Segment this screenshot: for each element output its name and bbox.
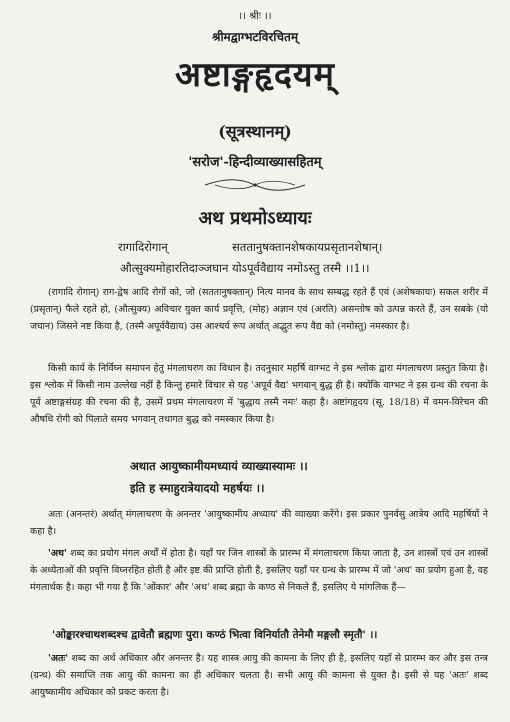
paragraph-5-text: शब्द का अर्थ अधिकार और अनन्तर है। यह शास्त्र आयु की कामना के लिए ही है, इसलिए यहाँ से प्रारम्भ कर और इस तन्त्र (ग्रन्थ) की समाप्ति तक आयु की कामना का ही अधिकार चलता है। सभी आयु की कामना से युक्त है। इसी से यह 'अतः' शब्द आयुष्कामीय अधिकार को प्रकट करता है। (30, 653, 488, 698)
paragraph-1: (रागादि रोगान्) राग-द्वेष आदि रोगों को, जो (सततानुषक्तान्) नित्य मानव के साथ सम्बद्ध रहते हैं एवं (अशेषकायः) सकल शरीर में (प्रसृतान्) फैले रहते हो, (औत्सुक्य) अविचार युक्त कार्य प्रवृत्ति, (मोह) अज्ञान एवं (अरति) असन्तोष को उत्पन्न करते हैं, उन सबके (यो जघान) जिसने नष्ट किया है, (तस्मै अपूर्ववैद्याय) उस आश्चर्य रूप अर्थात् अद्भुत रूप वैद्य को (नमोस्तु) नमस्कार है। (30, 287, 488, 332)
author-line: श्रीमद्वाग्भटविरचितम् (211, 30, 299, 44)
paragraph-4 (30, 545, 488, 596)
book-title: अष्टाङ्गहृदयम् (175, 55, 335, 95)
invocation: ।। श्रीः ।। (238, 11, 272, 22)
commentary-line: 'सरोज'-हिन्दीव्याख्यासहितम् (188, 155, 322, 170)
term-atha: 'अथ' (48, 548, 67, 559)
paragraph-3: अतः (अनन्तरं) अर्थात् मंगलाचरण के अनन्तर 'आयुष्कामीय अध्याय' की व्याख्या करेंगे। इस प्रकार पुनर्वसु आत्रेय आदि महर्षियों ने कहा है। (30, 509, 488, 537)
sutra-line-1: अथात आयुष्कामीयमध्यायं व्याख्यास्यामः ।। (130, 459, 308, 473)
quoted-verse: 'ओङ्कारश्चाथशब्दश्च द्वावेतौ ब्रह्मणः पुरा। कण्ठं भित्वा विनिर्यातौ तेनेमौ मङ्गलौ स्मृतौ' ।। (52, 629, 378, 641)
paragraph-2: किसी कार्य के निर्विघ्न समापन हेतु मंगलाचरण का विधान है। तदनुसार महर्षि वाग्भट ने इस श्लोक द्वारा मंगलाचरण प्रस्तुत किया है। इस श्लोक में किसी नाम उल्लेख नहीं है किन्तु हमारे विचार से यह 'अपूर्व वैद्य' भगवान् बुद्ध ही है। क्योंकि वाग्भट ने इस ग्रन्थ की रचना के पूर्व अष्टाङ्गसंग्रह की रचना की है, उसमें प्रथम मंगलाचरण में 'बुद्धाय तस्मै नमः' कहा है। अष्टांगहृदय (सू. 18/18) में वमन-विरेचन की औषधि रोगी को पिलाते समय भगवान् तथागत बुद्ध को नमस्कार किया है। (30, 363, 488, 425)
verse-line-1-right: सततानुषक्तानशेषकायप्रसृतानशेषान्। (232, 240, 383, 254)
verse-line-1-left: रागादिरोगान् (118, 240, 168, 254)
ornament-divider (0, 176, 510, 194)
paragraph-4-text: शब्द का प्रयोग मंगल अर्थों में होता है। यहाँ पर जिन शास्त्रों के प्रारम्भ में मंगलाचरण किया जाता है, उन शास्त्रों एवं उन शास्त्रों के अध्येताओं की प्रवृत्ति विघ्नरहित होती है और इष्ट की प्राप्ति होती है, इसलिए यहाँ पर ग्रन्थ के प्रारम्भ में जो 'अथ' का प्रयोग हुआ है, वह मंगलार्थक है। कहा भी गया है कि 'ओंकार' और 'अथ' शब्द ब्रह्मा के कण्ठ से निकले हैं, इसलिए ये मांगलिक हैं— (30, 548, 488, 593)
verse-line-2: औत्सुक्यमोहारतिदाञ्जघान योऽपूर्ववैद्याय नमोऽस्तु तस्मै ।।1।। (120, 261, 370, 275)
chapter-title: अथ प्रथमोऽध्यायः (198, 208, 312, 229)
section-name: (सूत्रस्थानम्) (218, 122, 292, 141)
sutra-line-2: इति ह स्माहुरात्रेयादयो महर्षयः ।। (130, 481, 265, 495)
paragraph-5 (30, 650, 488, 701)
term-atah: 'अतः' (48, 653, 69, 664)
